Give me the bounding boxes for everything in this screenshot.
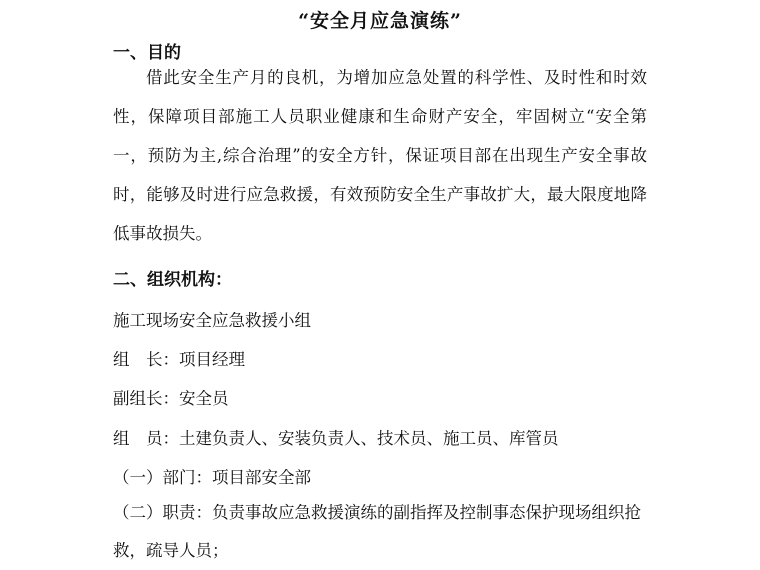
section-heading-purpose: 一、目的 (113, 43, 181, 63)
members-line: 组 员：土建负责人、安装负责人、技术员、施工员、库管员 (113, 429, 559, 448)
purpose-paragraph: 借此安全生产月的良机，为增加应急处置的科学性、及时性和时效性，保障项目部施工人员职业健康和生命财产安全，牢固树立“安全第一，预防为主,综合治理”的安全方针，保证项目部在出现生产安全事故时，能够及时进行应急救援，有效预防安全生产事故扩大，最大限度地降低事故损失。 (113, 68, 647, 243)
deputy-leader-line: 副组长：安全员 (113, 389, 229, 408)
group-name-line: 施工现场安全应急救援小组 (113, 311, 311, 330)
department-line: （一）部门：项目部安全部 (113, 468, 311, 487)
section-heading-organization: 二、组织机构： (113, 270, 232, 290)
leader-line: 组 长：项目经理 (113, 350, 245, 369)
document-title: “安全月应急演练” (298, 10, 462, 32)
duty-paragraph: （二）职责：负责事故应急救援演练的副指挥及控制事态保护现场组织抢救，疏导人员； (113, 503, 641, 560)
